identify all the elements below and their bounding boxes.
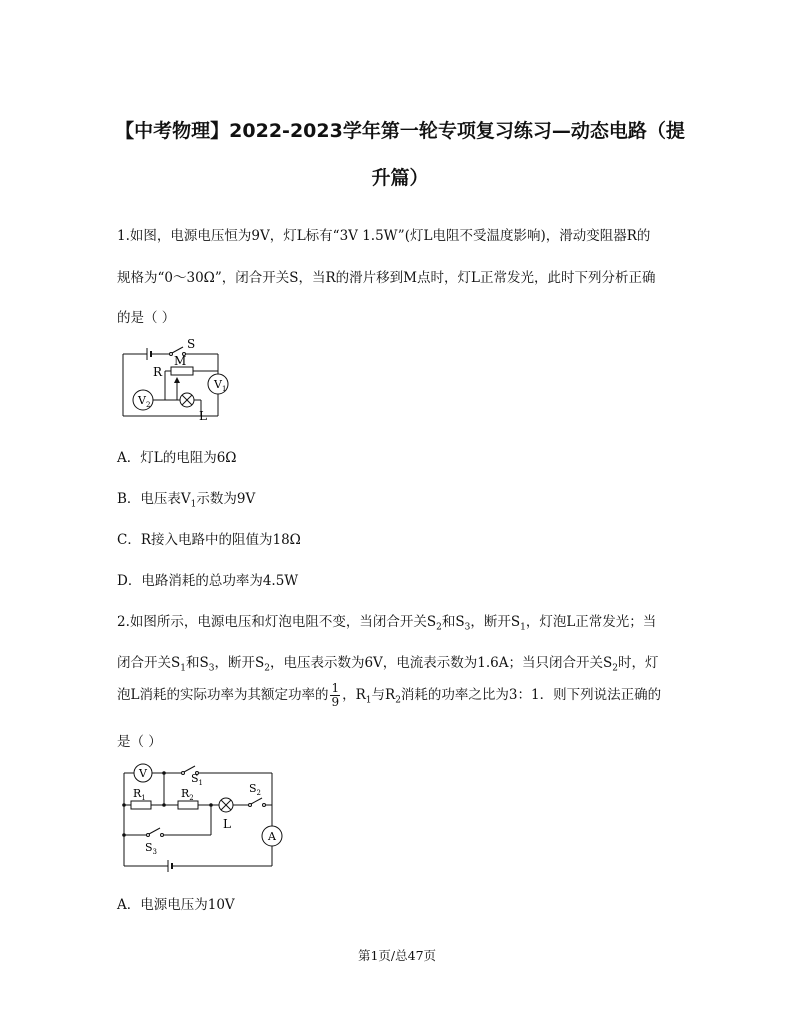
q2-line-1: 2.如图所示，电源电压和灯泡电阻不变，当闭合开关$S_2$和$S_3$，断开$S_1$，灯泡L正常发光；当 bbox=[117, 614, 657, 633]
q1-option-b: B．电压表$V_1$示数为9V bbox=[117, 491, 256, 510]
q2-line-4: 是（ ） bbox=[117, 734, 162, 750]
q2-line-2: 闭合开关$S_1$和$S_3$，断开$S_2$，电压表示数为6V，电流表示数为1.6A；当只闭合开关$S_2$时，灯 bbox=[117, 655, 659, 674]
fraction-one-ninth: $\frac{1}{9}$ bbox=[331, 681, 340, 709]
q2-circuit-diagram bbox=[115, 758, 295, 880]
q1-option-a: A．灯L的电阻为6Ω bbox=[117, 450, 237, 466]
q2-s3-label: $S_3$ bbox=[145, 841, 158, 856]
q2-s2-label: $S_2$ bbox=[249, 782, 262, 797]
title-line-1: 【中考物理】2022-2023学年第一轮专项复习练习—动态电路（提 bbox=[115, 120, 685, 142]
q1-line-3: 的是（ ） bbox=[117, 310, 176, 326]
q1-switch-label: S bbox=[187, 337, 196, 351]
q1-line-1: 1.如图，电源电压恒为9V，灯L标有“3V 1.5W”(灯L电阻不受温度影响)，滑动变阻器R的 bbox=[117, 228, 651, 244]
q1-point-m-label: M bbox=[174, 354, 187, 368]
q2-ammeter-label: A bbox=[268, 830, 276, 843]
q1-option-d: D．电路消耗的总功率为4.5W bbox=[117, 573, 299, 589]
q1-v1-label: $V_1$ bbox=[214, 378, 227, 393]
q2-r1-label: $R_1$ bbox=[133, 787, 146, 802]
page-footer: 第1页/总47页 bbox=[357, 948, 437, 963]
q2-option-a: A．电源电压为10V bbox=[117, 897, 235, 913]
q1-line-2: 规格为“0～30Ω”，闭合开关S，当R的滑片移到M点时，灯L正常发光，此时下列分析正确 bbox=[117, 270, 656, 286]
q2-lamp-label: L bbox=[223, 817, 231, 831]
page-title bbox=[100, 108, 700, 202]
q1-option-c: C．R接入电路中的阻值为18Ω bbox=[117, 532, 301, 548]
title-line-2: 升篇） bbox=[371, 167, 429, 189]
q1-lamp-label: L bbox=[199, 409, 207, 423]
q2-s1-label: $S_1$ bbox=[191, 772, 204, 787]
q2-r2-label: $R_2$ bbox=[181, 787, 194, 802]
q1-rheostat-label: R bbox=[153, 365, 163, 379]
q2-line-3: 泡L消耗的实际功率为其额定功率的 $\frac{1}{9}$ ，$R_1$与$R_2$消耗的功率之比为3：1．则下列说法正确的 bbox=[117, 681, 662, 709]
q2-voltmeter-label: V bbox=[139, 767, 147, 780]
q1-circuit-diagram bbox=[115, 336, 245, 428]
q1-v2-label: $V_2$ bbox=[138, 394, 151, 409]
